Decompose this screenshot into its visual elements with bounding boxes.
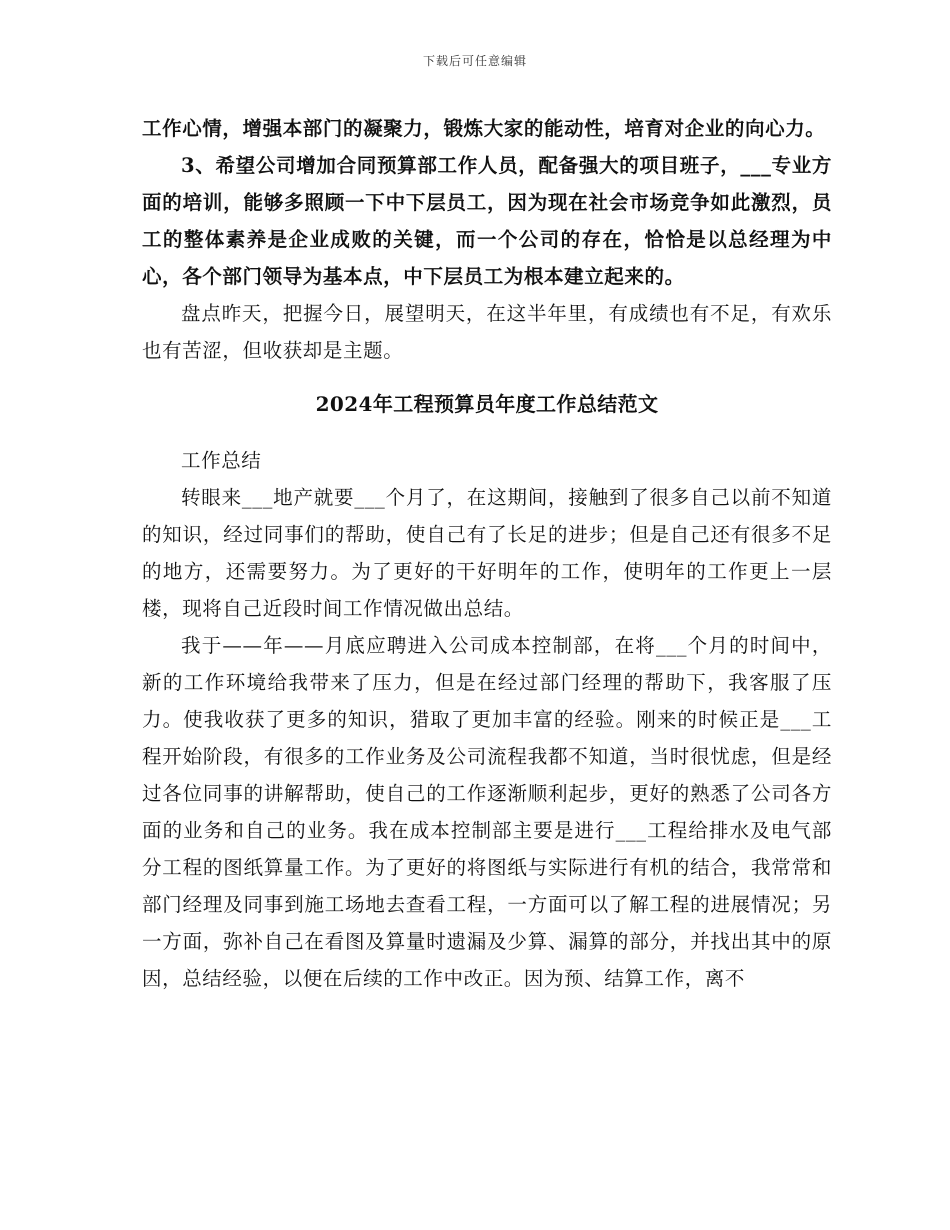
bold-paragraph-continued: 工作心情，增强本部门的凝聚力，锻炼大家的能动性，培育对企业的向心力。 — [142, 117, 826, 140]
bold-paragraph-suggestion-3: 3、希望公司增加合同预算部工作人员，配备强大的项目班子，___专业方面的培训，能够多照顾一下中下层员工，因为现在社会市场竞争如此激烈，员工的整体素养是企业成败的关键，而一个公司的存在，恰恰是以总经理为中心，各个部门领导为基本点，中下层员工为根本建立起来的。 — [142, 154, 832, 288]
body-paragraph: 我于——年——月底应聘进入公司成本控制部，在将___个月的时间中，新的工作环境给我带来了压力，但是在经过部门经理的帮助下，我客服了压力。使我收获了更多的知识，猎取了更加丰富的经验。刚来的时候正是___工程开始阶段，有很多的工作业务及公司流程我都不知道，当时很忧虑，但是经过各位同事的讲解帮助，使自己的工作逐渐顺利起步，更好的熟悉了公司各方面的业务和自己的业务。我在成本控制部主要是进行___工程给排水及电气部分工程的图纸算量工作。为了更好的将图纸与实际进行有机的结合，我常常和部门经理及同事到施工场地去查看工程，一方面可以了解工程的进展情况；另一方面，弥补自己在看图及算量时遗漏及少算、漏算的部分，并找出其中的原因，总结经验，以便在后续的工作中改正。因为预、结算工作，离不 — [142, 634, 832, 990]
subheading: 工作总结 — [181, 449, 262, 472]
page-header-note: 下载后可任意编辑 — [422, 54, 527, 68]
closing-paragraph: 盘点昨天，把握今日，展望明天，在这半年里，有成绩也有不足，有欢乐也有苦涩，但收获却是主题。 — [142, 302, 832, 362]
body-paragraph: 转眼来___地产就要___个月了，在这期间，接触到了很多自己以前不知道的知识，经过同事们的帮助，使自己有了长足的进步；但是自己还有很多不足的地方，还需要努力。为了更好的干好明年的工作，使明年的工作更上一层楼，现将自己近段时间工作情况做出总结。 — [142, 486, 832, 620]
section-title: 2024年工程预算员年度工作总结范文 — [315, 392, 659, 416]
document-page — [142, 110, 832, 997]
